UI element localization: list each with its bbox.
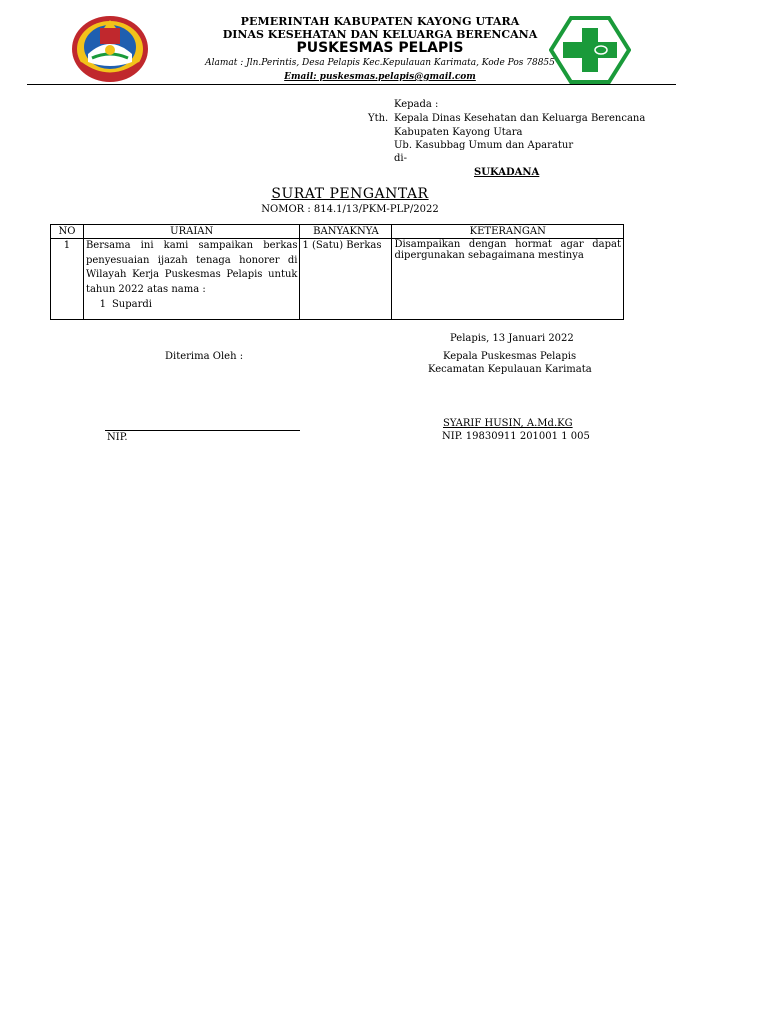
header-divider [27,84,676,85]
receiver-nip: NIP. [107,432,128,443]
sub-list-item [86,298,298,312]
cell-keterangan: Disampaikan dengan hormat agar dapat dipergunakan sebagaimana mestinya [392,239,624,320]
kabupaten-seal-logo [70,14,150,84]
recipient-line4: di- [394,153,407,164]
table-row [51,239,624,320]
header-email: Email: puskesmas.pelapis@gmail.com [284,72,476,82]
uraian-text: Bersama ini kami sampaikan berkas penyesuaian ijazah tenaga honorer di Wilayah Kerja Puskesmas Pelapis untuk tahun 2022 atas nama : [85,240,298,295]
recipient-kepada: Kepada : [394,99,439,110]
table-header-row [51,225,624,239]
items-table [50,224,624,320]
place-date: Pelapis, 13 Januari 2022 [450,333,574,344]
recipient-city: SUKADANA [474,167,540,178]
header-address: Alamat : Jln.Perintis, Desa Pelapis Kec.Kepulauan Karimata, Kode Pos 78855 [205,58,555,68]
header-department: DINAS KESEHATAN DAN KELUARGA BERENCANA [222,28,538,41]
received-by-label: Diterima Oleh : [165,351,244,362]
recipient-line2: Kabupaten Kayong Utara [394,127,523,138]
cell-no: 1 [51,239,84,320]
col-header-no: NO [51,225,84,239]
recipient-line1: Kepala Dinas Kesehatan dan Keluarga Berencana [394,113,646,124]
document-title: SURAT PENGANTAR [271,186,429,202]
signatory-nip: NIP. 19830911 201001 1 005 [442,431,590,442]
position-title-1: Kepala Puskesmas Pelapis [443,351,577,362]
position-title-2: Kecamatan Kepulauan Karimata [428,364,592,375]
recipient-yth: Yth. [368,113,389,124]
header-government: PEMERINTAH KABUPATEN KAYONG UTARA [240,15,520,28]
col-header-uraian: URAIAN [83,225,300,239]
puskesmas-cross-logo [549,16,631,84]
cell-uraian [83,239,300,320]
recipient-line3: Ub. Kasubbag Umum dan Aparatur [394,140,574,151]
sub-item-name: Supardi [111,299,152,310]
col-header-banyaknya: BANYAKNYA [300,225,392,239]
col-header-keterangan: KETERANGAN [392,225,624,239]
cell-banyaknya: 1 (Satu) Berkas [300,239,392,320]
document-number: NOMOR : 814.1/13/PKM-PLP/2022 [261,204,439,215]
sub-item-number: 1 [99,299,106,310]
receiver-signature-line [105,430,300,431]
header-puskesmas: PUSKESMAS PELAPIS [296,40,464,56]
signatory-name: SYARIF HUSIN, A.Md.KG [443,418,573,429]
